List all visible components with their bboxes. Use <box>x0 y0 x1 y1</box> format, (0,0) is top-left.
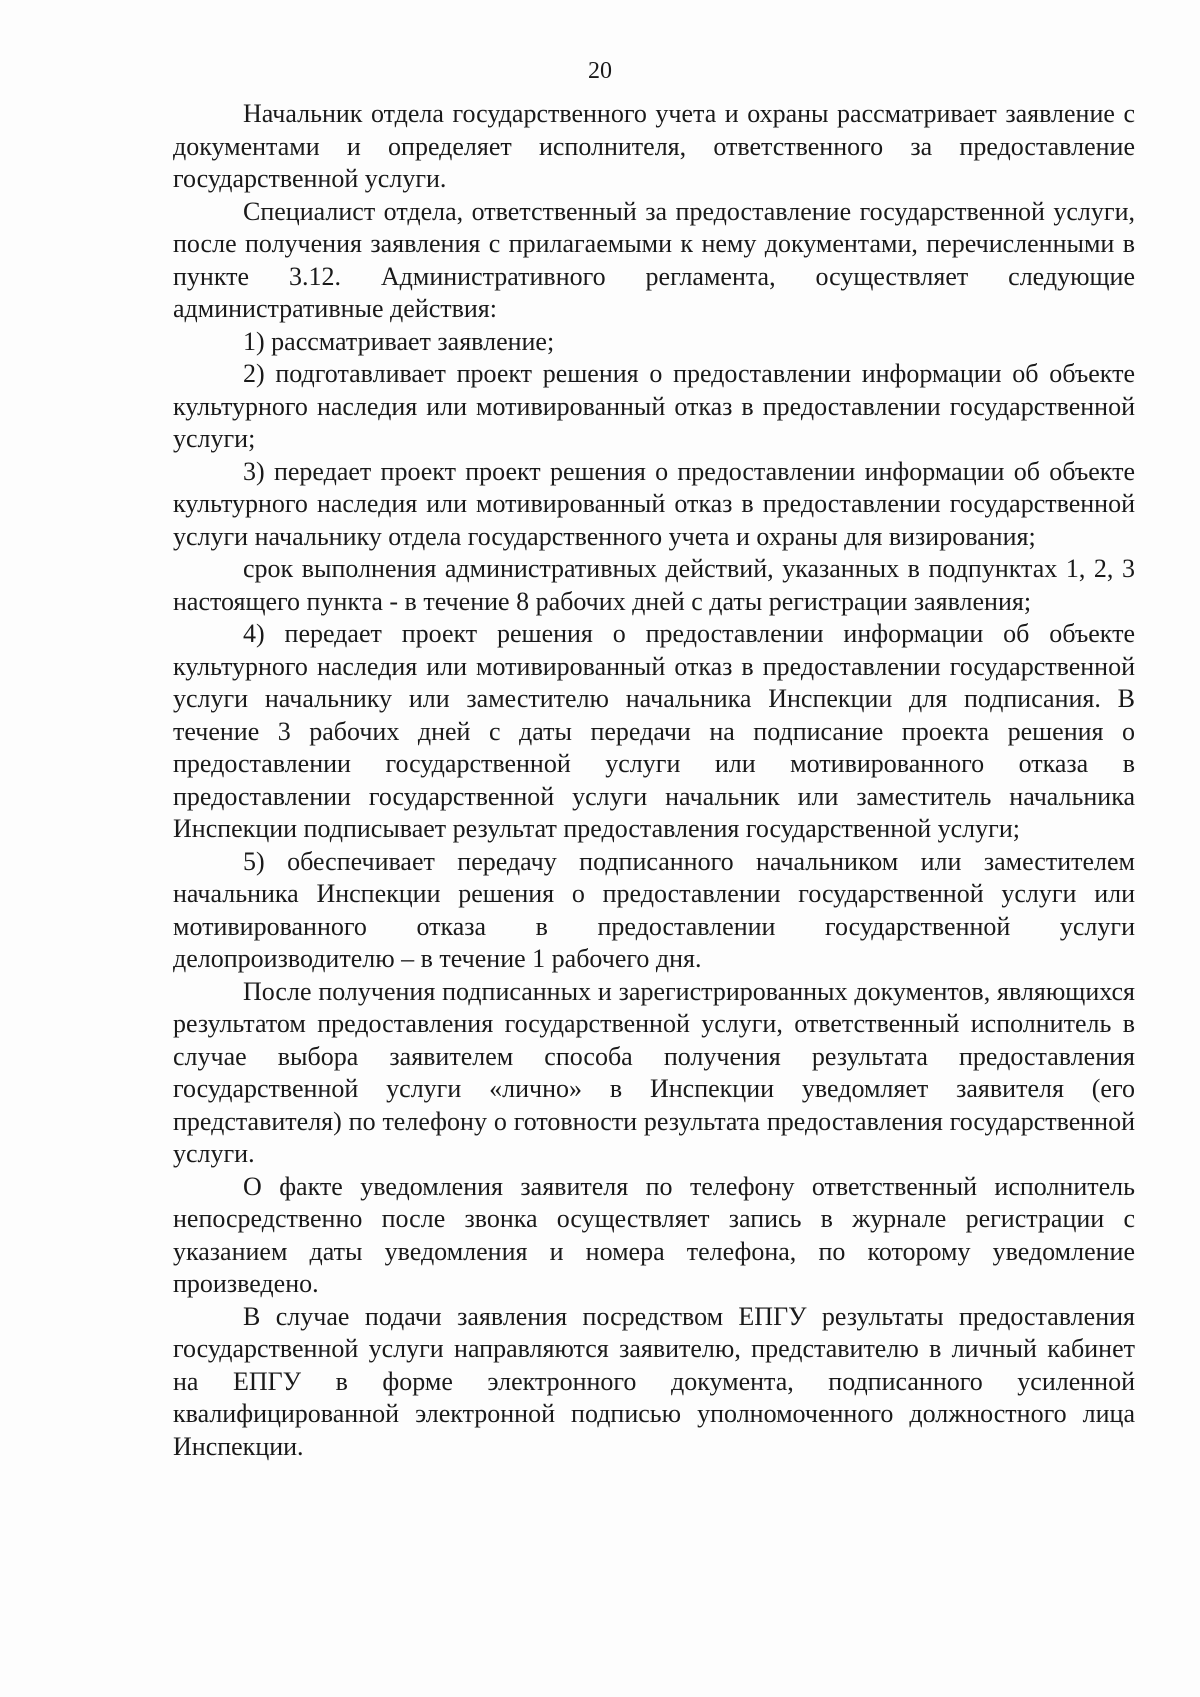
page-number: 20 <box>588 58 612 84</box>
list-item-5: 5) обеспечивает передачу подписанного начальником или заместителем начальника Инспекции решения о предоставлении государственной услуги или мотивированного отказа в предоставлении государственной услуги делопроизводителю – в течение 1 рабочего дня. <box>173 846 1135 973</box>
paragraph-journal: О факте уведомления заявителя по телефону ответственный исполнитель непосредственно после звонка осуществляет запись в журнале регистрации с указанием даты уведомления и номера телефона, по которому уведомление произведено. <box>173 1171 1135 1298</box>
list-item-3: 3) передает проект проект решения о предоставлении информации об объекте культурного наследия или мотивированный отказ в предоставлении государственной услуги начальнику отдела государственного учета и охраны для визирования; <box>173 456 1135 551</box>
list-item-4: 4) передает проект решения о предоставлении информации об объекте культурного наследия или мотивированный отказ в предоставлении государственной услуги начальнику или заместителю начальника Инспекции для подписания. В течение 3 рабочих дней с даты передачи на подписание проекта решения о предоставлении государственной услуги или мотивированного отказа в предоставлении государственной услуги начальник или заместитель начальника Инспекции подписывает результат предоставления государственной услуги; <box>173 619 1135 843</box>
document-body <box>173 98 1135 1463</box>
paragraph-epgu: В случае подачи заявления посредством ЕПГУ результаты предоставления государственной услуги направляются заявителю, представителю в личный кабинет на ЕПГУ в форме электронного документа, подписанного усиленной квалифицированной электронной подписью уполномоченного должностного лица Инспекции. <box>173 1301 1135 1461</box>
list-item-2: 2) подготавливает проект решения о предоставлении информации об объекте культурного наследия или мотивированный отказ в предоставлении государственной услуги; <box>173 359 1135 453</box>
paragraph-2: Специалист отдела, ответственный за предоставление государственной услуги, после получения заявления с прилагаемыми к нему документами, перечисленными в пункте 3.12. Административного регламента, осуществляет следующие административные действия: <box>173 196 1135 323</box>
list-item-1: 1) рассматривает заявление; <box>243 326 555 356</box>
paragraph-notification: После получения подписанных и зарегистрированных документов, являющихся результатом предоставления государственной услуги, ответственный исполнитель в случае выбора заявителем способа получения результата предоставления государственной услуги «лично» в Инспекции уведомляет заявителя (его представителя) по телефону о готовности результата предоставления государственной услуги. <box>173 976 1135 1168</box>
deadline-paragraph: срок выполнения административных действий, указанных в подпунктах 1, 2, 3 настоящего пункта - в течение 8 рабочих дней с даты регистрации заявления; <box>173 554 1135 616</box>
paragraph-1: Начальник отдела государственного учета и охраны рассматривает заявление с документами и определяет исполнителя, ответственного за предоставление государственной услуги. <box>173 99 1135 193</box>
